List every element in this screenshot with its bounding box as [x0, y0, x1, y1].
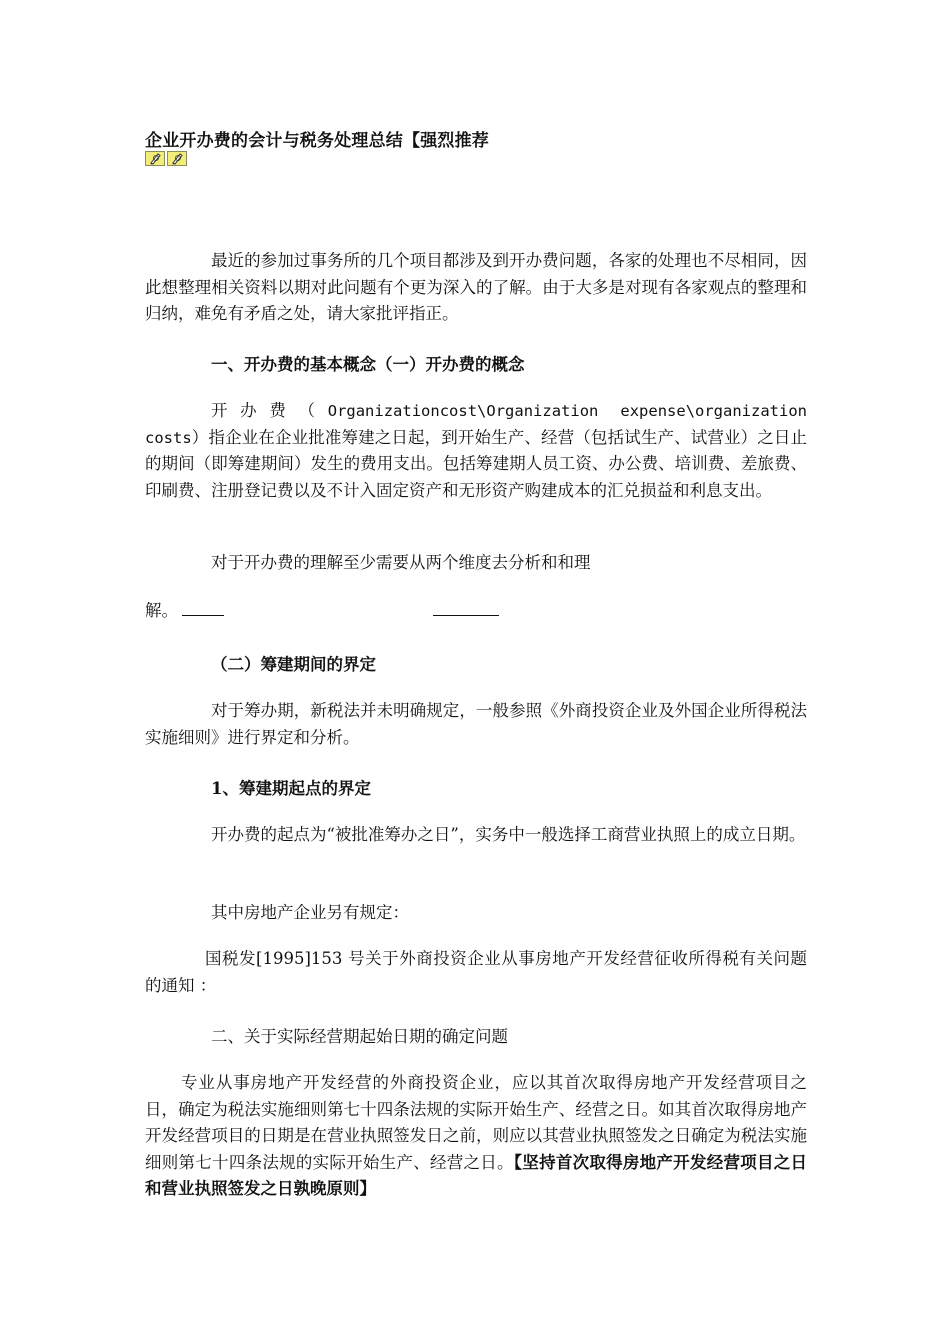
tax-notice-reference: 国税发[1995]153 号关于外商投资企业从事房地产开发经营征收所得税有关问题的通知 ：: [145, 949, 807, 995]
definition-english-terms: Organizationcost\Organization expense\organization costs: [145, 402, 808, 447]
real-estate-rule-text: 专业从事房地产开发经营的外商投资企业，应以其首次取得房地产开发经营项目之日，确定为税法实施细则第七十四条法规的实际开始生产、经营之日。如其首次取得房地产开发经营项目的日期是在营业执照签发日之前，则应以其营业执照签发之日确定为税法实施细则第七十四条法规的实际开始生产、经营之日。: [145, 1073, 807, 1172]
preparation-period-paragraph: 对于筹办期，新税法并未明确规定，一般参照《外商投资企业及外国企业所得税法实施细则》进行界定和分析。: [145, 701, 807, 747]
start-point-paragraph: 开办费的起点为“被批准筹办之日”，实务中一般选择工商营业执照上的成立日期。: [211, 825, 806, 844]
blank-underline: [433, 615, 499, 616]
definition-paragraph: [145, 398, 807, 504]
pencil-icon[interactable]: [145, 151, 165, 166]
understanding-paragraph-end: 解。: [145, 601, 178, 620]
understanding-paragraph: 对于开办费的理解至少需要从两个维度去分析和和理: [211, 553, 591, 572]
section-heading-4: 二、关于实际经营期起始日期的确定问题: [211, 1027, 508, 1046]
blank-underline: [182, 615, 224, 616]
real-estate-rule-principle: 【坚持首次取得房地产开发经营项目之日和营业执照签发之日孰晚原则】: [145, 1152, 808, 1198]
document-title: 企业开办费的会计与税务处理总结【强烈推荐: [145, 131, 489, 151]
section-heading-1: 一、开办费的基本概念（一）开办费的概念: [211, 355, 525, 374]
intro-paragraph: 最近的参加过事务所的几个项目都涉及到开办费问题，各家的处理也不尽相同，因此想整理相关资料以期对此问题有个更为深入的了解。由于大多是对现有各家观点的整理和归纳，难免有矛盾之处，请大家批评指正。: [145, 251, 807, 323]
section-heading-3: 1、筹建期起点的界定: [211, 779, 371, 798]
section-heading-2: （二）筹建期间的界定: [211, 655, 376, 674]
pencil-icon[interactable]: [167, 151, 187, 166]
icon-row: [145, 151, 187, 166]
real-estate-rule-paragraph: [145, 1070, 807, 1203]
definition-prefix: 开办费（: [211, 401, 328, 420]
definition-body: ）指企业在企业批准筹建之日起，到开始生产、经营（包括试生产、试营业）之日止的期间（即筹建期间）发生的费用支出。包括筹建期人员工资、办公费、培训费、差旅费、印刷费、注册登记费以及不计入固定资产和无形资产购建成本的汇兑损益和利息支出。: [145, 427, 807, 500]
real-estate-note: 其中房地产企业另有规定：: [211, 903, 409, 922]
